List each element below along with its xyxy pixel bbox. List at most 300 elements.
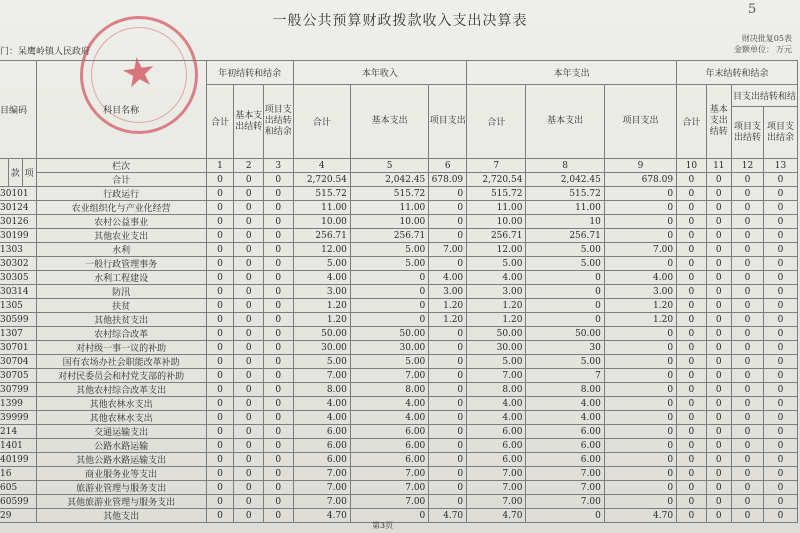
row-value: 0 [706,369,731,383]
row-value: 0 [263,229,293,243]
row-value: 0 [429,229,467,243]
row-value: 0 [206,383,234,397]
corner-mark: 5 [748,2,757,17]
row-value: 0 [429,411,467,425]
row-value: 0 [677,509,707,523]
row-value: 0 [731,327,763,341]
row-value: 6.00 [467,439,526,453]
row-value: 4.00 [526,397,604,411]
row-value: 0 [350,509,428,523]
row-value: 0 [263,313,293,327]
row-value: 0 [706,341,731,355]
total-cell: 0 [234,173,264,187]
row-value: 0 [731,467,763,481]
row-value: 0 [706,187,731,201]
group-header-expense: 本年支出 [467,61,677,85]
row-value: 0 [263,355,293,369]
row-value: 0 [234,285,264,299]
table-row [0,481,798,495]
row-value: 0 [763,313,797,327]
row-value: 0 [677,495,707,509]
row-value: 0 [604,425,676,439]
row-value: 0 [263,495,293,509]
row-code: 1305 [0,299,36,313]
row-value: 0 [604,383,676,397]
row-value: 0 [731,453,763,467]
row-value: 10.00 [467,215,526,229]
row-value: 6.00 [526,453,604,467]
row-value: 0 [206,327,234,341]
row-value: 0 [206,453,234,467]
row-value: 0 [429,467,467,481]
star-icon: ★ [117,47,160,99]
total-cell: 2,720.54 [467,173,526,187]
row-value: 256.71 [526,229,604,243]
total-cell: 0 [731,173,763,187]
row-value: 11.00 [293,201,350,215]
row-value: 0 [763,201,797,215]
row-code: 30704 [0,355,36,369]
total-cell: 678.09 [429,173,467,187]
row-value: 0 [677,453,707,467]
row-code: 30599 [0,313,36,327]
row-code: 30302 [0,257,36,271]
total-row [0,173,798,187]
row-value: 0 [206,271,234,285]
row-value: 0 [526,509,604,523]
row-value: 0 [234,299,264,313]
row-value: 5.00 [467,257,526,271]
row-name: 其他农林水支出 [36,397,206,411]
row-code: 30701 [0,341,36,355]
col-basic-exp-carry: 基本支出结转 [706,85,731,159]
row-value: 0 [677,397,707,411]
row-value: 0 [263,481,293,495]
row-value: 0 [429,187,467,201]
row-value: 0 [677,299,707,313]
table-row [0,201,798,215]
row-value: 0 [677,355,707,369]
table-row [0,243,798,257]
row-value: 0 [677,271,707,285]
total-cell: 0 [677,173,707,187]
row-value: 0 [263,439,293,453]
row-value: 0 [429,257,467,271]
row-value: 0 [706,257,731,271]
row-value: 8.00 [293,383,350,397]
row-value: 0 [206,229,234,243]
row-value: 7.00 [293,467,350,481]
row-value: 0 [763,439,797,453]
row-name: 旅游业管理与服务支出 [36,481,206,495]
row-value: 0 [677,369,707,383]
row-value: 0 [206,411,234,425]
table-row [0,453,798,467]
row-value: 0 [234,467,264,481]
row-value: 0 [763,411,797,425]
col-num: 3 [263,159,293,173]
col-lei [0,159,8,187]
code-header: 目编码 [0,61,36,159]
row-value: 7.00 [467,481,526,495]
row-value: 0 [677,341,707,355]
row-value: 4.00 [467,411,526,425]
row-value: 0 [604,495,676,509]
row-value: 4.00 [350,397,428,411]
row-value: 0 [604,229,676,243]
row-value: 7.00 [350,369,428,383]
row-value: 0 [263,327,293,341]
row-value: 4.70 [604,509,676,523]
row-value: 0 [526,285,604,299]
row-value: 6.00 [350,425,428,439]
row-value: 0 [763,243,797,257]
row-value: 7.00 [429,243,467,257]
row-value: 4.00 [526,411,604,425]
row-value: 0 [604,467,676,481]
row-value: 0 [677,411,707,425]
row-value: 0 [763,467,797,481]
row-value: 5.00 [293,257,350,271]
col-num: 12 [731,159,763,173]
row-value: 0 [234,355,264,369]
total-cell: 2,720.54 [293,173,350,187]
row-code: 30124 [0,201,36,215]
budget-table [0,60,798,523]
row-value: 7.00 [350,495,428,509]
row-value: 0 [234,201,264,215]
col-project-carry: 项目支出结转和结余 [263,85,293,159]
row-value: 6.00 [526,425,604,439]
table-row [0,215,798,229]
total-cell: 2,042.45 [350,173,428,187]
row-name: 一般行政管理事务 [36,257,206,271]
row-value: 0 [677,215,707,229]
row-value: 0 [350,313,428,327]
table-row [0,355,798,369]
group-header-income: 本年收入 [293,61,467,85]
row-value: 0 [677,425,707,439]
row-value: 0 [731,341,763,355]
row-value: 0 [234,271,264,285]
row-value: 0 [731,271,763,285]
row-value: 7.00 [293,369,350,383]
row-name: 农业组织化与产业化经营 [36,201,206,215]
row-value: 0 [763,369,797,383]
row-value: 0 [731,355,763,369]
row-name: 行政运行 [36,187,206,201]
row-value: 3.00 [467,285,526,299]
row-code: 1307 [0,327,36,341]
col-project-income: 项目支出 [429,85,467,159]
row-value: 0 [677,243,707,257]
row-value: 0 [350,299,428,313]
total-cell: 2,042.45 [526,173,604,187]
row-value: 0 [677,187,707,201]
row-value: 0 [526,271,604,285]
row-value: 0 [429,495,467,509]
row-value: 0 [263,509,293,523]
row-value: 7 [526,369,604,383]
table-row [0,383,798,397]
row-code: 605 [0,481,36,495]
row-value: 0 [206,243,234,257]
row-value: 0 [731,369,763,383]
row-value: 0 [763,453,797,467]
col-num: 11 [706,159,731,173]
row-value: 0 [234,229,264,243]
row-value: 4.00 [604,271,676,285]
table-row [0,467,798,481]
col-num: 8 [526,159,604,173]
row-value: 0 [263,425,293,439]
row-value: 0 [677,257,707,271]
row-value: 5.00 [526,257,604,271]
row-value: 10 [526,215,604,229]
row-value: 0 [706,355,731,369]
row-value: 5.00 [350,257,428,271]
table-row [0,299,798,313]
row-value: 0 [763,285,797,299]
row-value: 0 [706,229,731,243]
row-value: 256.71 [350,229,428,243]
row-value: 0 [731,299,763,313]
row-value: 0 [206,355,234,369]
row-value: 0 [604,439,676,453]
row-value: 7.00 [350,467,428,481]
row-value: 0 [429,327,467,341]
row-value: 0 [763,215,797,229]
col-project-exp-surplus: 项目支出结余 [763,107,797,159]
row-value: 0 [429,355,467,369]
row-value: 10.00 [350,215,428,229]
total-cell: 0 [763,173,797,187]
row-name: 交通运输支出 [36,425,206,439]
row-value: 6.00 [467,453,526,467]
row-value: 0 [234,243,264,257]
row-value: 0 [763,271,797,285]
table-row [0,397,798,411]
row-code: 30705 [0,369,36,383]
row-value: 256.71 [293,229,350,243]
row-value: 0 [263,397,293,411]
row-value: 0 [206,201,234,215]
row-value: 0 [763,355,797,369]
row-value: 0 [706,383,731,397]
row-value: 0 [763,341,797,355]
row-code: 40199 [0,453,36,467]
row-value: 5.00 [293,355,350,369]
row-value: 0 [263,453,293,467]
row-value: 0 [234,383,264,397]
row-value: 4.00 [350,411,428,425]
row-value: 0 [206,299,234,313]
row-value: 0 [731,215,763,229]
row-value: 0 [234,411,264,425]
row-value: 0 [706,495,731,509]
table-row [0,271,798,285]
row-value: 0 [604,453,676,467]
row-value: 0 [234,481,264,495]
row-value: 0 [763,383,797,397]
row-code: 30314 [0,285,36,299]
department-label: 门：呆鹰岭镇人民政府 [0,47,91,57]
row-value: 0 [731,481,763,495]
row-value: 0 [263,285,293,299]
total-cell: 678.09 [604,173,676,187]
col-num: 9 [604,159,676,173]
row-value: 0 [429,215,467,229]
row-value: 0 [604,201,676,215]
col-num: 1 [206,159,234,173]
row-value: 0 [429,201,467,215]
table-row [0,341,798,355]
row-value: 515.72 [467,187,526,201]
row-value: 0 [731,397,763,411]
row-value: 0 [706,215,731,229]
row-code: 16 [0,467,36,481]
row-value: 0 [234,495,264,509]
row-value: 4.00 [293,271,350,285]
row-value: 0 [206,341,234,355]
row-value: 0 [263,243,293,257]
row-value: 0 [731,187,763,201]
row-value: 6.00 [293,453,350,467]
lanci-row [0,159,798,173]
total-cell: 0 [706,173,731,187]
row-value: 0 [604,355,676,369]
col-num: 4 [293,159,350,173]
row-value: 0 [350,285,428,299]
row-value: 0 [429,439,467,453]
row-value: 50.00 [350,327,428,341]
row-value: 0 [604,257,676,271]
row-value: 0 [206,257,234,271]
row-value: 0 [706,453,731,467]
table-row [0,439,798,453]
col-kuan: 款 [8,159,22,187]
row-name: 农村综合改革 [36,327,206,341]
row-name: 公路水路运输 [36,439,206,453]
row-value: 10.00 [293,215,350,229]
row-code: 1303 [0,243,36,257]
row-name: 其他公路水路运输支出 [36,453,206,467]
row-value: 0 [677,229,707,243]
row-value: 0 [206,425,234,439]
row-value: 6.00 [293,439,350,453]
group-header-closing: 年末结转和结余 [677,61,798,85]
row-value: 4.70 [429,509,467,523]
row-value: 0 [350,271,428,285]
row-value: 515.72 [350,187,428,201]
table-row [0,257,798,271]
row-value: 12.00 [467,243,526,257]
row-value: 0 [263,467,293,481]
row-value: 30 [526,341,604,355]
row-value: 11.00 [350,201,428,215]
row-value: 4.00 [467,397,526,411]
row-name: 水利工程建设 [36,271,206,285]
unit-note [734,44,792,55]
row-code: 30799 [0,383,36,397]
row-value: 3.00 [293,285,350,299]
row-value: 0 [731,495,763,509]
row-value: 0 [263,369,293,383]
row-name: 商业服务业等支出 [36,467,206,481]
row-value: 0 [706,411,731,425]
table-row [0,187,798,201]
col-xiang: 项 [22,159,36,187]
row-name: 其他旅游业管理与服务支出 [36,495,206,509]
col-num: 7 [467,159,526,173]
row-value: 0 [604,369,676,383]
row-value: 0 [234,187,264,201]
row-value: 0 [263,257,293,271]
row-value: 0 [677,327,707,341]
row-value: 0 [526,299,604,313]
col-project-sub: 目支出结转和结 [731,85,797,107]
row-value: 6.00 [467,425,526,439]
row-value: 0 [206,439,234,453]
row-value: 0 [763,397,797,411]
row-code: 1401 [0,439,36,453]
row-name: 其他扶贫支出 [36,313,206,327]
row-value: 0 [263,299,293,313]
row-value: 7.00 [467,369,526,383]
row-value: 5.00 [526,355,604,369]
row-value: 50.00 [526,327,604,341]
row-value: 0 [206,397,234,411]
table-row [0,509,798,523]
row-value: 0 [234,509,264,523]
row-code: 30199 [0,229,36,243]
row-value: 1.20 [293,299,350,313]
row-value: 0 [677,439,707,453]
row-value: 0 [604,481,676,495]
row-value: 0 [706,397,731,411]
row-name: 其他农业支出 [36,229,206,243]
row-value: 1.20 [604,299,676,313]
row-value: 3.00 [604,285,676,299]
row-value: 0 [763,299,797,313]
row-value: 0 [706,285,731,299]
row-value: 1.20 [467,313,526,327]
row-value: 0 [429,481,467,495]
row-value: 8.00 [467,383,526,397]
row-value: 0 [234,453,264,467]
row-value: 0 [604,187,676,201]
row-value: 12.00 [293,243,350,257]
row-code: 214 [0,425,36,439]
col-num: 5 [350,159,428,173]
row-value: 0 [234,425,264,439]
col-heji-10: 合计 [677,85,707,159]
row-name: 其他农村综合改革支出 [36,383,206,397]
row-value: 7.00 [526,495,604,509]
table-row [0,313,798,327]
row-code: 39999 [0,411,36,425]
row-value: 0 [706,467,731,481]
form-number: 财决批复05表 [741,34,792,43]
table-row [0,229,798,243]
row-value: 5.00 [526,243,604,257]
row-value: 7.00 [293,495,350,509]
row-value: 0 [731,509,763,523]
col-basic-income: 基本支出 [350,85,428,159]
row-value: 0 [706,201,731,215]
row-value: 0 [706,481,731,495]
row-code: 30305 [0,271,36,285]
